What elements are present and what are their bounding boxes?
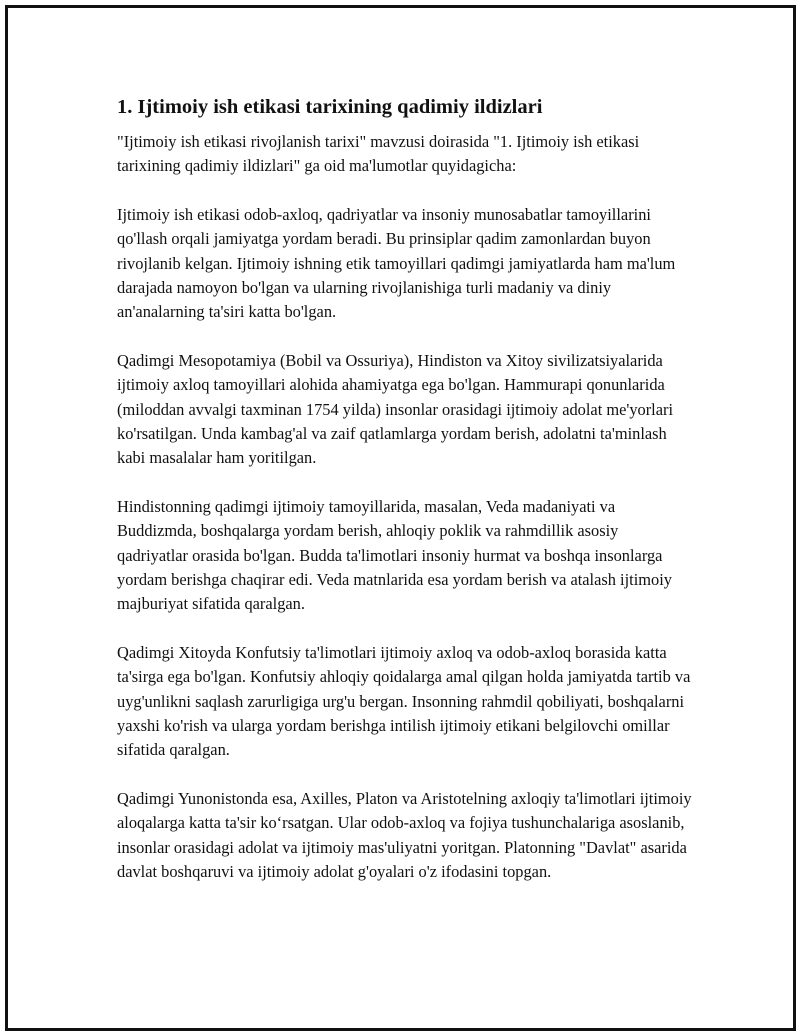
paragraph-india: Hindistonning qadimgi ijtimoiy tamoyillarida, masalan, Veda madaniyati va Buddizmda, boshqalarga yordam berish, ahloqiy poklik va rahmdillik asosiy qadriyatlar orasida bo'lgan. Budda ta'limotlari insoniy hurmat va boshqa insonlarga yordam berishga chaqirar edi. Veda matnlarida esa yordam berish va atalash ijtimoiy majburiyat sifatida qaralgan. (117, 497, 672, 614)
paragraph-china: Qadimgi Xitoyda Konfutsiy ta'limotlari ijtimoiy axloq va odob-axloq borasida katta ta'sirga ega bo'lgan. Konfutsiy ahloqiy qoidalarga amal qilgan holda jamiyatda tartib va uyg'unlikni saqlash zarurligiga urg'u bergan. Insonning rahmdil qobiliyati, boshqalarni yaxshi ko'rish va ularga yordam berishga intilish ijtimoiy etikani belgilovchi omillar sifatida qaralgan. (117, 643, 691, 760)
document-body (117, 94, 692, 909)
paragraph-mesopotamia: Qadimgi Mesopotamiya (Bobil va Ossuriya), Hindiston va Xitoy sivilizatsiyalarida ijtimoiy axloq tamoyillari alohida ahamiyatga ega bo'lgan. Hammurapi qonunlarida (miloddan avvalgi taxminan 1754 yilda) insonlar orasidagi ijtimoiy adolat me'yorlari ko'rsatilgan. Unda kambag'al va zaif qatlamlarga yordam berish, adolatni ta'minlash kabi masalalar ham yoritilgan. (117, 351, 674, 468)
paragraph-greece: Qadimgi Yunonistonda esa, Axilles, Platon va Aristotelning axloqiy ta'limotlari ijtimoiy aloqalarga katta ta'sir ko‘rsatgan. Ular odob-axloq va fojiya tushunchalariga asoslanib, insonlar orasidagi adolat va ijtimoiy mas'uliyatni yoritgan. Platonning "Davlat" asarida davlat boshqaruvi va ijtimoiy adolat g'oyalari o'z ifodasini topgan. (117, 789, 692, 881)
paragraph-overview: Ijtimoiy ish etikasi odob-axloq, qadriyatlar va insoniy munosabatlar tamoyillarini qo'llash orqali jamiyatga yordam beradi. Bu prinsiplar qadim zamonlardan buyon rivojlanib kelgan. Ijtimoiy ishning etik tamoyillari qadimgi jamiyatlarda ham ma'lum darajada namoyon bo'lgan va ularning rivojlanishiga turli madaniy va diniy an'analarning ta'siri katta bo'lgan. (117, 205, 676, 322)
section-heading: 1. Ijtimoiy ish etikasi tarixining qadimiy ildizlari (117, 96, 543, 118)
intro-paragraph: "Ijtimoiy ish etikasi rivojlanish tarixi" mavzusi doirasida "1. Ijtimoiy ish etikasi tarixining qadimiy ildizlari" ga oid ma'lumotlar quyidagicha: (117, 132, 640, 176)
